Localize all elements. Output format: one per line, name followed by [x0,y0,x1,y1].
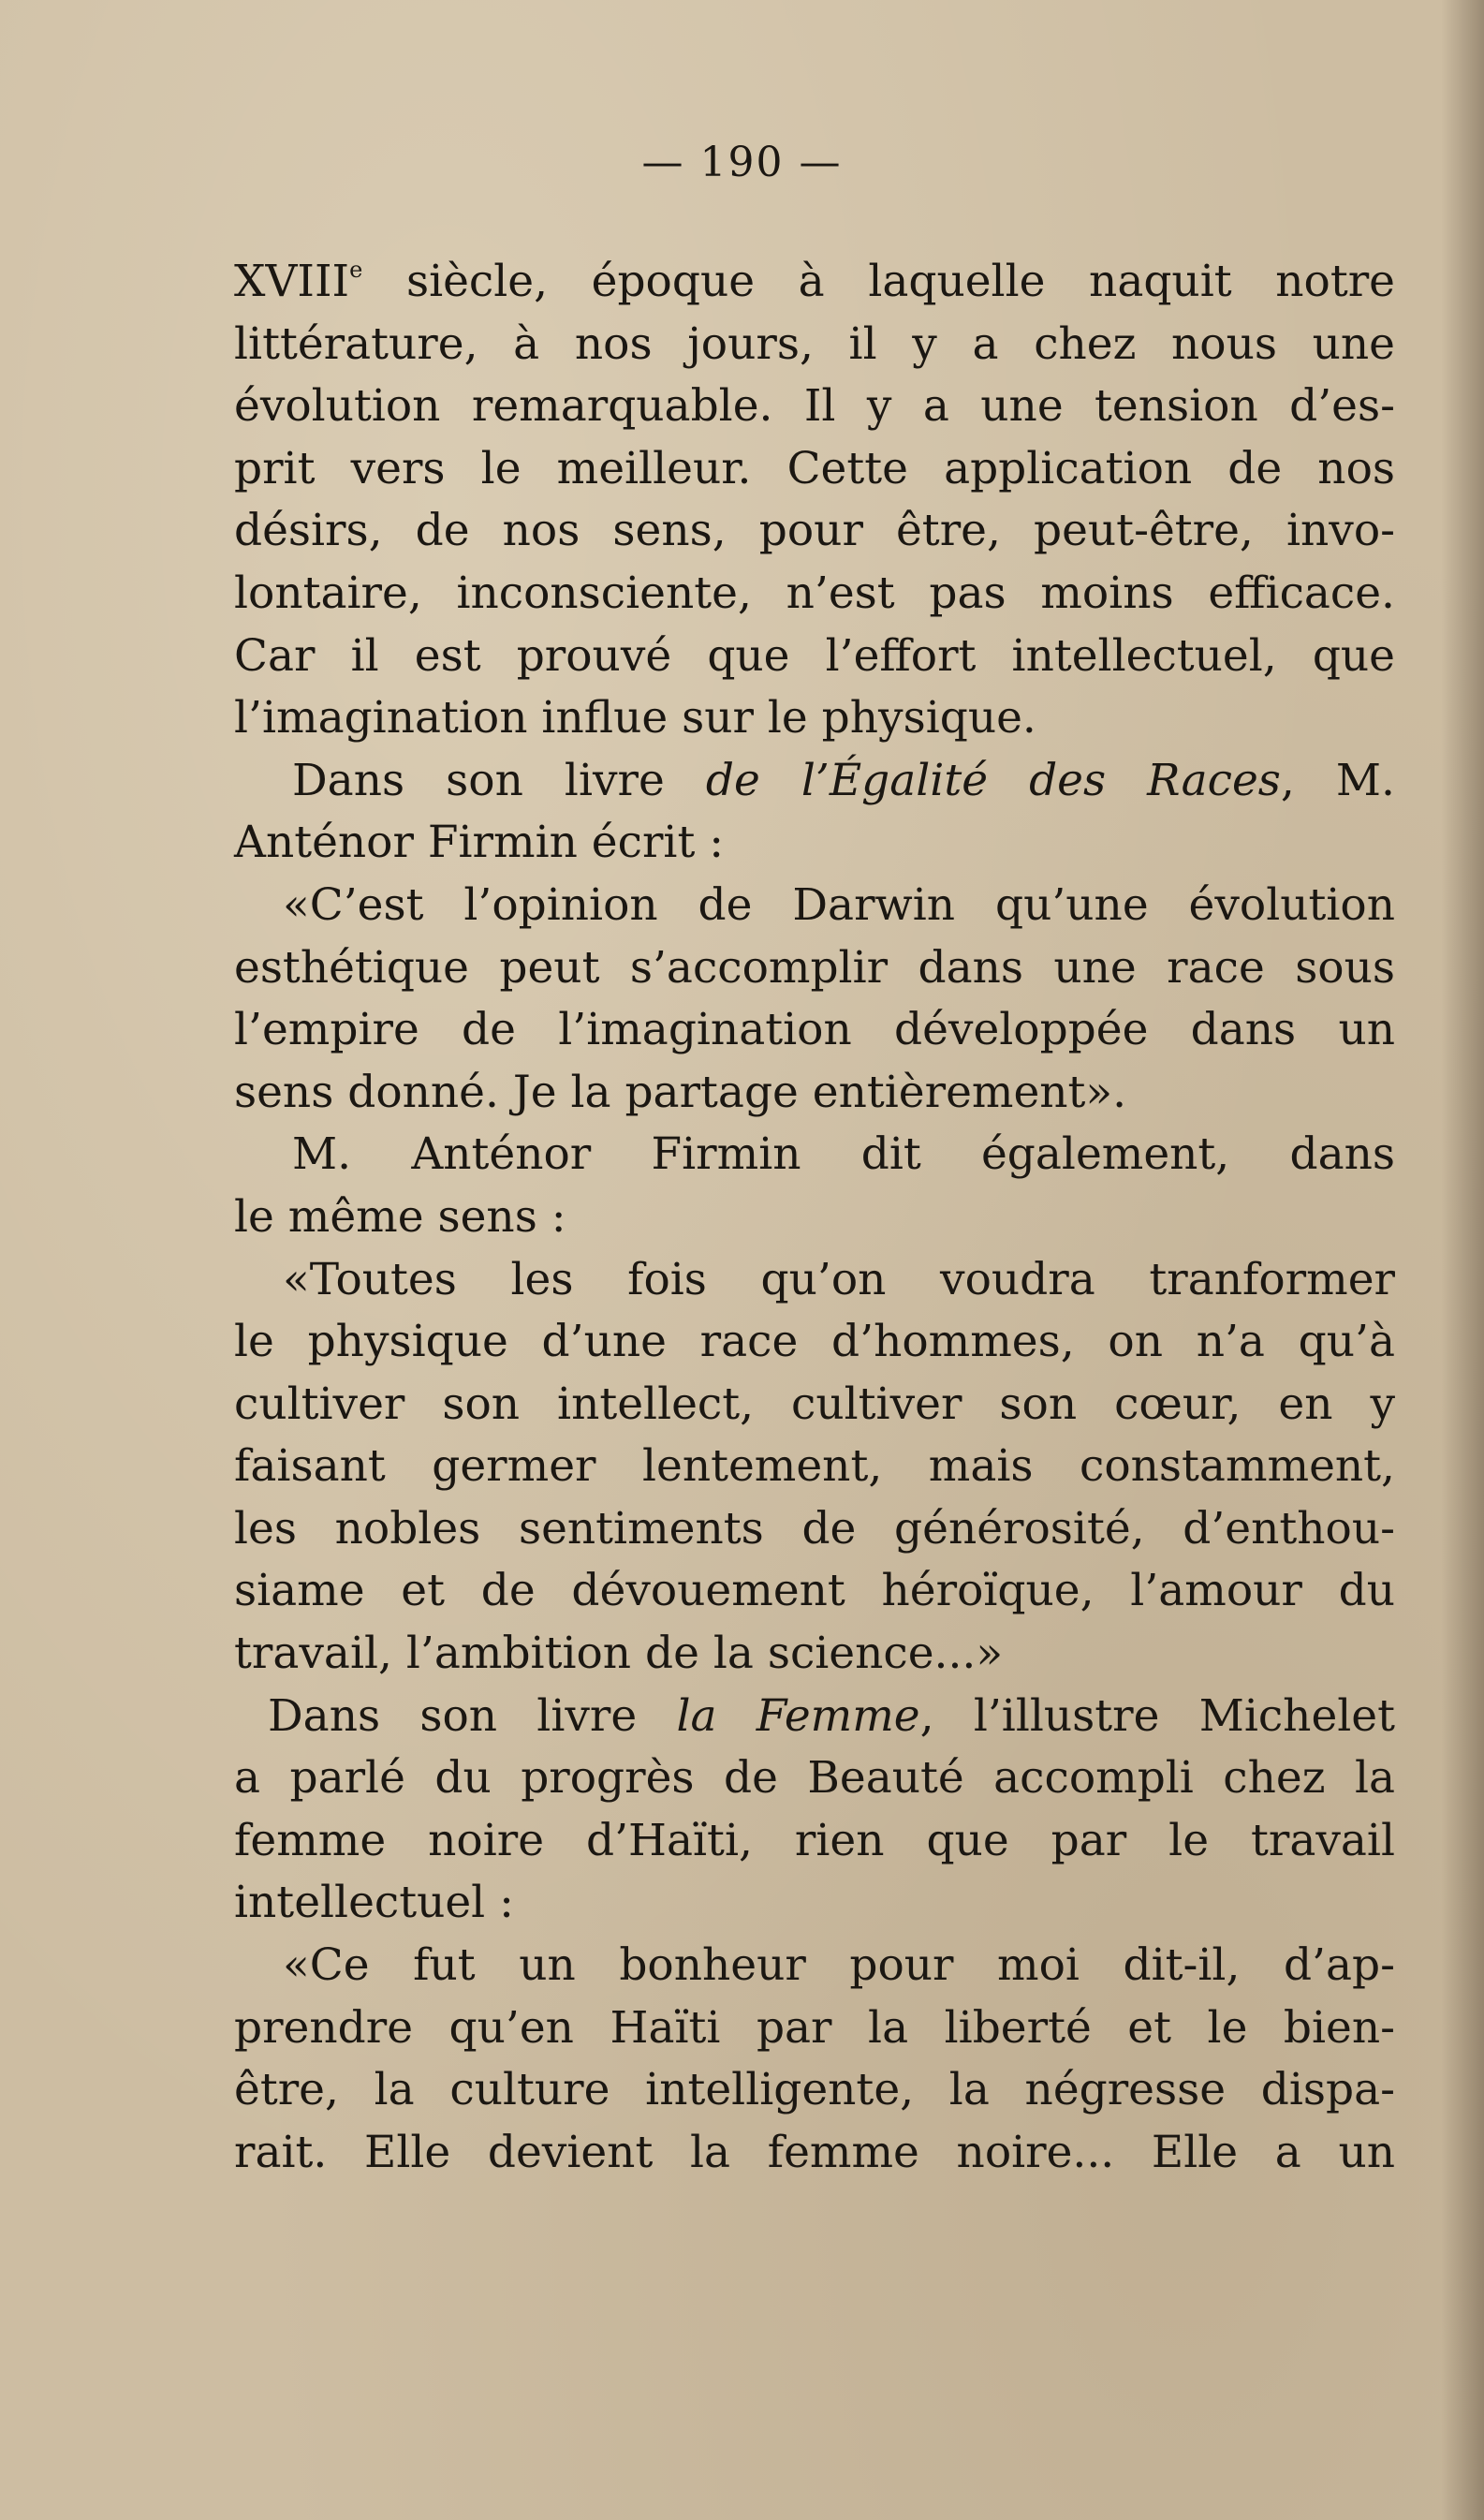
text-line: prendre qu’en Haïti par la liberté et le bien- [234,2001,1395,2054]
text-line: l’empire de l’imagination développée dans un [234,1004,1395,1056]
text-line: le même sens : [234,1190,566,1243]
text-line: désirs, de nos sens, pour être, peut-être, invo- [234,505,1395,557]
page-number: — 190 — [641,139,843,186]
text-line: évolution remarquable. Il y a une tension d’es- [234,380,1395,433]
book-title: de l’Égalité des Races [705,754,1281,806]
text-line: siame et de dévouement héroïque, l’amour du [234,1565,1395,1617]
text-line: les nobles sentiments de générosité, d’enthou- [234,1502,1395,1555]
text-line: «Ce fut un bonheur pour moi dit-il, d’ap- [283,1939,1395,1992]
text-line: sens donné. Je la partage entièrement». [234,1066,1127,1118]
text-line: «C’est l’opinion de Darwin qu’une évolution [283,878,1395,931]
text-line: littérature, à nos jours, il y a chez nous une [234,317,1395,370]
text-line: intellectuel : [234,1877,514,1929]
text-line: cultiver son intellect, cultiver son cœur, en y [234,1378,1395,1430]
text-line: femme noire d’Haïti, rien que par le travail [234,1814,1395,1866]
text-line: Dans son livre de l’Égalité des Races, M. [292,754,1395,806]
text-line: le physique d’une race d’hommes, on n’a qu’à [234,1316,1395,1368]
text-line: Anténor Firmin écrit : [234,817,725,869]
text-line: travail, l’ambition de la science...» [234,1628,1004,1680]
body-text [234,251,1395,2184]
text-line: XVIIIe siècle, époque à laquelle naquit notre [234,256,1395,307]
text-line: esthétique peut s’accomplir dans une race sous [234,941,1395,994]
text-line: faisant germer lentement, mais constamment, [234,1440,1395,1493]
page-edge-shadow [1441,0,1484,2520]
book-title: la Femme [676,1689,920,1742]
text-line: Car il est prouvé que l’effort intellectuel, que [234,629,1395,682]
text-line: «Toutes les fois qu’on voudra tranformer [283,1253,1395,1305]
text-line: M. Anténor Firmin dit également, dans [292,1128,1395,1181]
text-line: a parlé du progrès de Beauté accompli chez la [234,1752,1395,1805]
text-line: Dans son livre la Femme, l’illustre Michelet [268,1689,1396,1742]
text-line: lontaire, inconsciente, n’est pas moins efficace. [234,567,1395,619]
text-line: rait. Elle devient la femme noire... Elle a un [234,2126,1395,2178]
text-line: être, la culture intelligente, la négresse dispa- [234,2064,1395,2116]
superscript: e [349,257,363,283]
text-line: l’imagination influe sur le physique. [234,692,1036,744]
text-line: prit vers le meilleur. Cette application de nos [234,442,1395,494]
